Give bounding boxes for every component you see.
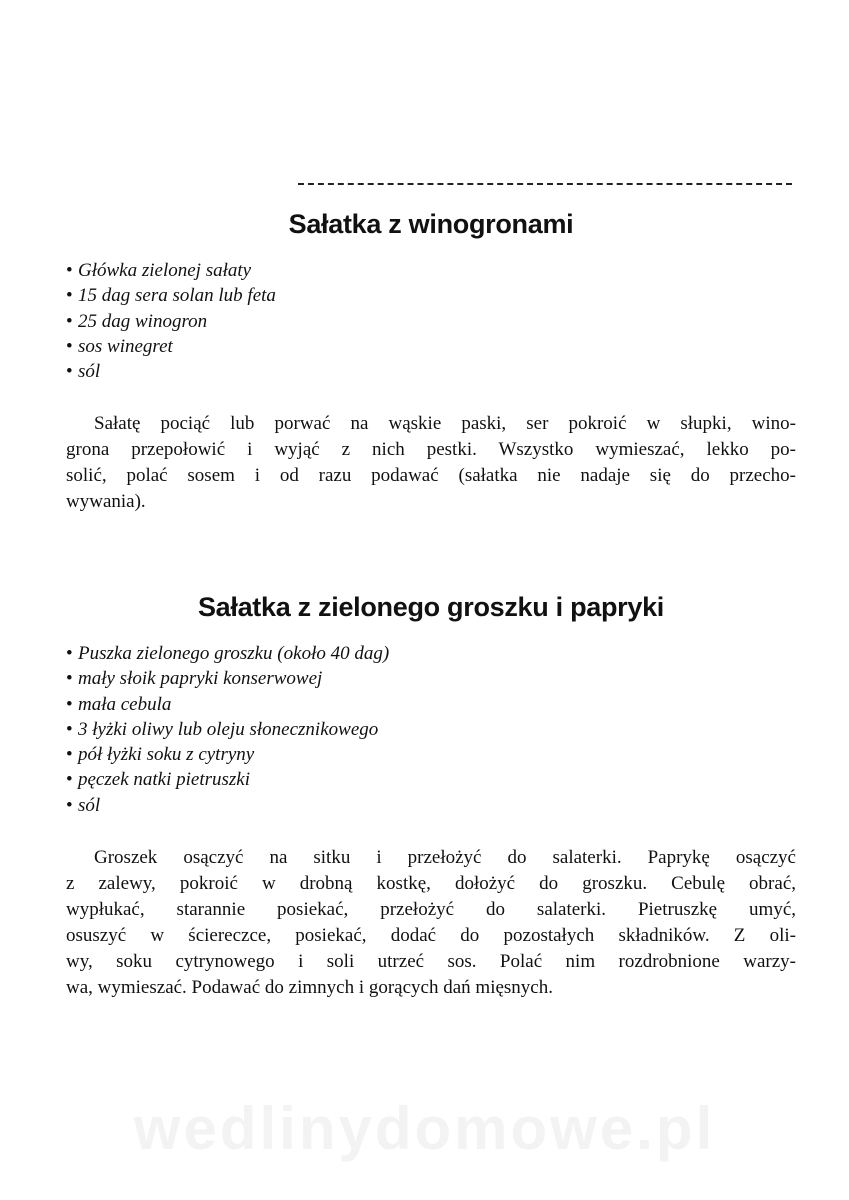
bullet: • (66, 693, 73, 715)
recipe-instructions (66, 845, 796, 1001)
bullet: • (66, 744, 73, 766)
instruction-line: wy, soku cytrynowego i soli utrzeć sos. Polać nim rozdrobnione warzy- (66, 951, 796, 973)
ingredient-item (66, 767, 796, 792)
ingredient-item (66, 283, 796, 308)
ingredient-text: 3 łyżki oliwy lub oleju słonecznikowego (78, 718, 379, 740)
ingredient-text: Puszka zielonego groszku (około 40 dag) (78, 643, 390, 664)
recipe-instructions (66, 411, 796, 515)
ingredient-item (66, 334, 796, 359)
instruction-line: Sałatę pociąć lub porwać na wąskie paski, ser pokroić w słupki, wino- (94, 413, 796, 435)
ingredient-item (66, 692, 796, 717)
ingredient-text: mały słoik papryki konserwowej (78, 668, 323, 690)
ingredient-item (66, 666, 796, 691)
bullet: • (66, 285, 73, 307)
ingredient-item (66, 742, 796, 767)
ingredient-text: 25 dag winogron (78, 310, 208, 332)
ingredient-text: sól (78, 794, 101, 816)
instruction-line: grona przepołowić i wyjąć z nich pestki. Wszystko wymieszać, lekko po- (66, 439, 796, 461)
ingredient-item (66, 717, 796, 742)
instruction-line: wywania). (66, 491, 146, 513)
ingredient-item (66, 641, 796, 666)
ingredient-text: sos winegret (78, 335, 173, 357)
instruction-line: wa, wymieszać. Podawać do zimnych i gorących dań mięsnych. (66, 977, 553, 999)
recipe-title: Sałatka z winogronami (288, 209, 574, 239)
ingredient-text: 15 dag sera solan lub feta (78, 285, 276, 307)
ingredient-text: mała cebula (78, 693, 172, 715)
bullet: • (66, 794, 73, 816)
bullet: • (66, 310, 73, 332)
instruction-line: solić, polać sosem i od razu podawać (sałatka nie nadaje się do przecho- (66, 465, 796, 487)
ingredient-item (66, 793, 796, 818)
ingredient-item (66, 258, 796, 283)
recipe-pea-pepper-salad (66, 585, 796, 1001)
instruction-line: wypłukać, starannie posiekać, przełożyć do salaterki. Pietruszkę umyć, (66, 899, 796, 921)
bullet: • (66, 769, 73, 791)
bullet: • (66, 718, 73, 740)
ingredient-item (66, 359, 796, 384)
recipe-grape-salad (66, 202, 796, 515)
ingredient-text: pół łyżki soku z cytryny (78, 744, 255, 766)
bullet: • (66, 260, 73, 281)
instruction-line: osuszyć w ściereczce, posiekać, dodać do pozostałych składników. Z oli- (66, 925, 796, 947)
ingredient-text: pęczek natki pietruszki (78, 769, 251, 791)
bullet: • (66, 668, 73, 690)
ingredient-item (66, 309, 796, 334)
instruction-line: z zalewy, pokroić w drobną kostkę, dołożyć do groszku. Cebulę obrać, (66, 873, 796, 895)
bullet: • (66, 361, 73, 383)
bullet: • (66, 643, 73, 664)
dashed-divider (298, 183, 792, 185)
ingredient-list (66, 641, 796, 818)
site-watermark: wedlinydomowe.pl (133, 1095, 716, 1162)
instruction-line: Groszek osączyć na sitku i przełożyć do salaterki. Paprykę osączyć (94, 847, 796, 869)
recipe-title: Sałatka z zielonego groszku i papryki (197, 592, 665, 622)
bullet: • (66, 335, 73, 357)
ingredient-text: Główka zielonej sałaty (78, 260, 252, 281)
ingredient-text: sól (78, 361, 101, 383)
ingredient-list (66, 258, 796, 384)
